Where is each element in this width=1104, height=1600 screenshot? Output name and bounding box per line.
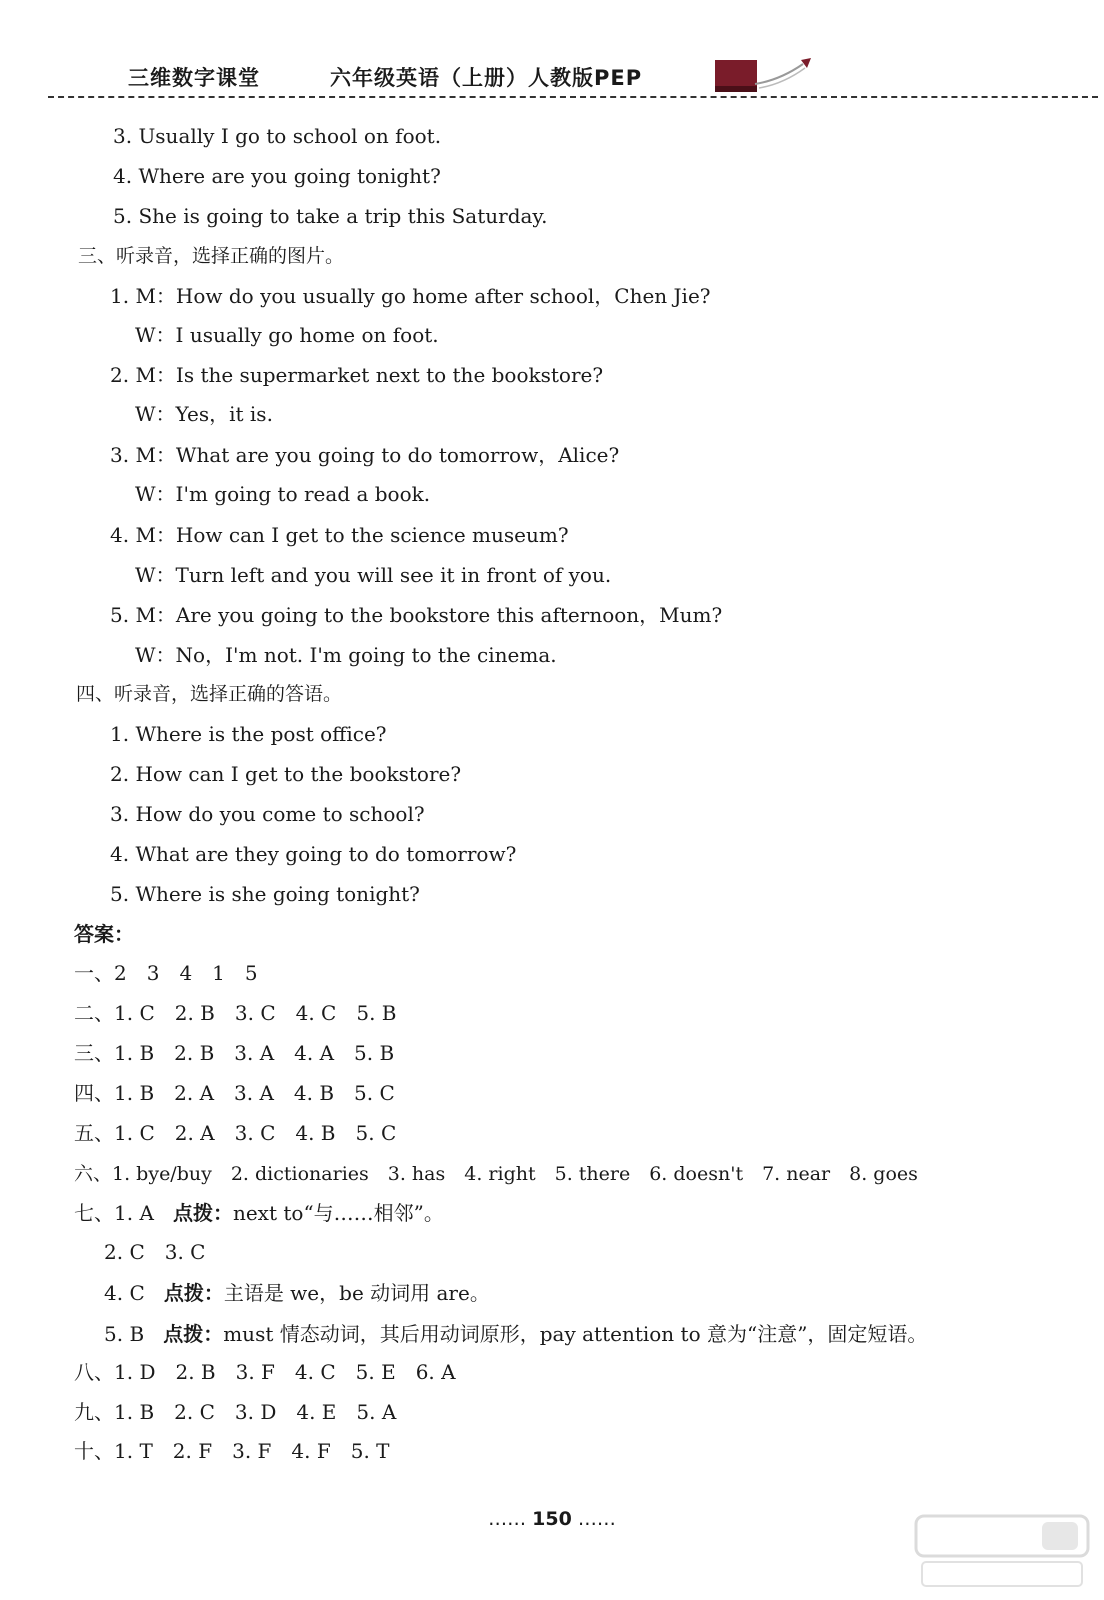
dialogue-line: W：No，I'm not. I'm going to the cinema. — [135, 643, 557, 667]
dialogue-line: 3. M：What are you going to do tomorrow，Alice? — [110, 443, 620, 467]
answer-row: 2. C 3. C — [104, 1240, 206, 1264]
dialogue-line: W：Yes，it is. — [135, 402, 273, 426]
dialogue-line: W：Turn left and you will see it in front of you. — [135, 563, 612, 587]
answer-row: 六、1. bye/buy 2. dictionaries 3. has 4. right 5. there 6. doesn't 7. near 8. goes — [74, 1163, 918, 1185]
book-title: 六年级英语（上册）人教版PEP — [330, 66, 643, 90]
question-line: 4. What are they going to do tomorrow? — [110, 842, 517, 866]
answer-prefix: 5. B — [104, 1322, 145, 1346]
answer-row: 十、1. T 2. F 3. F 4. F 5. T — [74, 1439, 390, 1463]
answer-row: 八、1. D 2. B 3. F 4. C 5. E 6. A — [74, 1360, 456, 1384]
answers-label: 答案： — [74, 922, 134, 946]
answer-row: 三、1. B 2. B 3. A 4. A 5. B — [74, 1041, 395, 1065]
answer-row: 一、2 3 4 1 5 — [74, 961, 258, 985]
series-title: 三维数字课堂 — [128, 66, 260, 90]
footer-dots: …… — [577, 1508, 616, 1530]
question-line: 2. How can I get to the bookstore? — [110, 762, 462, 786]
rocket-book-icon — [715, 56, 815, 96]
site-watermark-logo — [912, 1512, 1092, 1592]
answer-row: 九、1. B 2. C 3. D 4. E 5. A — [74, 1400, 397, 1424]
hint-label: 点拨： — [163, 1322, 224, 1346]
answer-row-q7-4 — [104, 1279, 490, 1307]
hint-label: 点拨： — [172, 1201, 233, 1225]
question-line: 3. How do you come to school? — [110, 802, 425, 826]
page-number: 150 — [532, 1508, 572, 1530]
hint-text: must 情态动词，其后用动词原形，pay attention to 意为“注意”，固定短语。 — [223, 1322, 928, 1346]
answer-row-q7-5 — [104, 1320, 927, 1348]
dialogue-line: W：I'm going to read a book. — [135, 482, 431, 506]
question-line: 1. Where is the post office? — [110, 722, 387, 746]
question-line: 5. Where is she going tonight? — [110, 882, 420, 906]
answer-prefix: 七、1. A — [74, 1201, 154, 1225]
dialogue-line: W：I usually go home on foot. — [135, 323, 439, 347]
footer-dots: …… — [488, 1508, 527, 1530]
script-line: 3. Usually I go to school on foot. — [113, 124, 442, 148]
answer-row: 二、1. C 2. B 3. C 4. C 5. B — [74, 1001, 397, 1025]
hint-text: next to“与……相邻”。 — [232, 1201, 444, 1225]
answer-row: 五、1. C 2. A 3. C 4. B 5. C — [74, 1121, 397, 1145]
answer-row: 四、1. B 2. A 3. A 4. B 5. C — [74, 1081, 395, 1105]
section-heading: 三、听录音，选择正确的图片。 — [78, 245, 345, 267]
header-divider — [48, 96, 1098, 98]
page-header — [0, 0, 1104, 110]
dialogue-line: 1. M：How do you usually go home after school，Chen Jie? — [110, 284, 711, 308]
hint-text: 主语是 we，be 动词用 are。 — [223, 1281, 490, 1305]
answer-prefix: 4. C — [104, 1281, 145, 1305]
dialogue-line: 5. M：Are you going to the bookstore this afternoon，Mum? — [110, 603, 723, 627]
dialogue-line: 2. M：Is the supermarket next to the bookstore? — [110, 363, 604, 387]
section-heading: 四、听录音，选择正确的答语。 — [76, 683, 343, 705]
dialogue-line: 4. M：How can I get to the science museum? — [110, 523, 569, 547]
hint-label: 点拨： — [163, 1281, 224, 1305]
script-line: 4. Where are you going tonight? — [113, 164, 441, 188]
answer-row-q7-1 — [74, 1199, 444, 1227]
script-line: 5. She is going to take a trip this Saturday. — [113, 204, 548, 228]
